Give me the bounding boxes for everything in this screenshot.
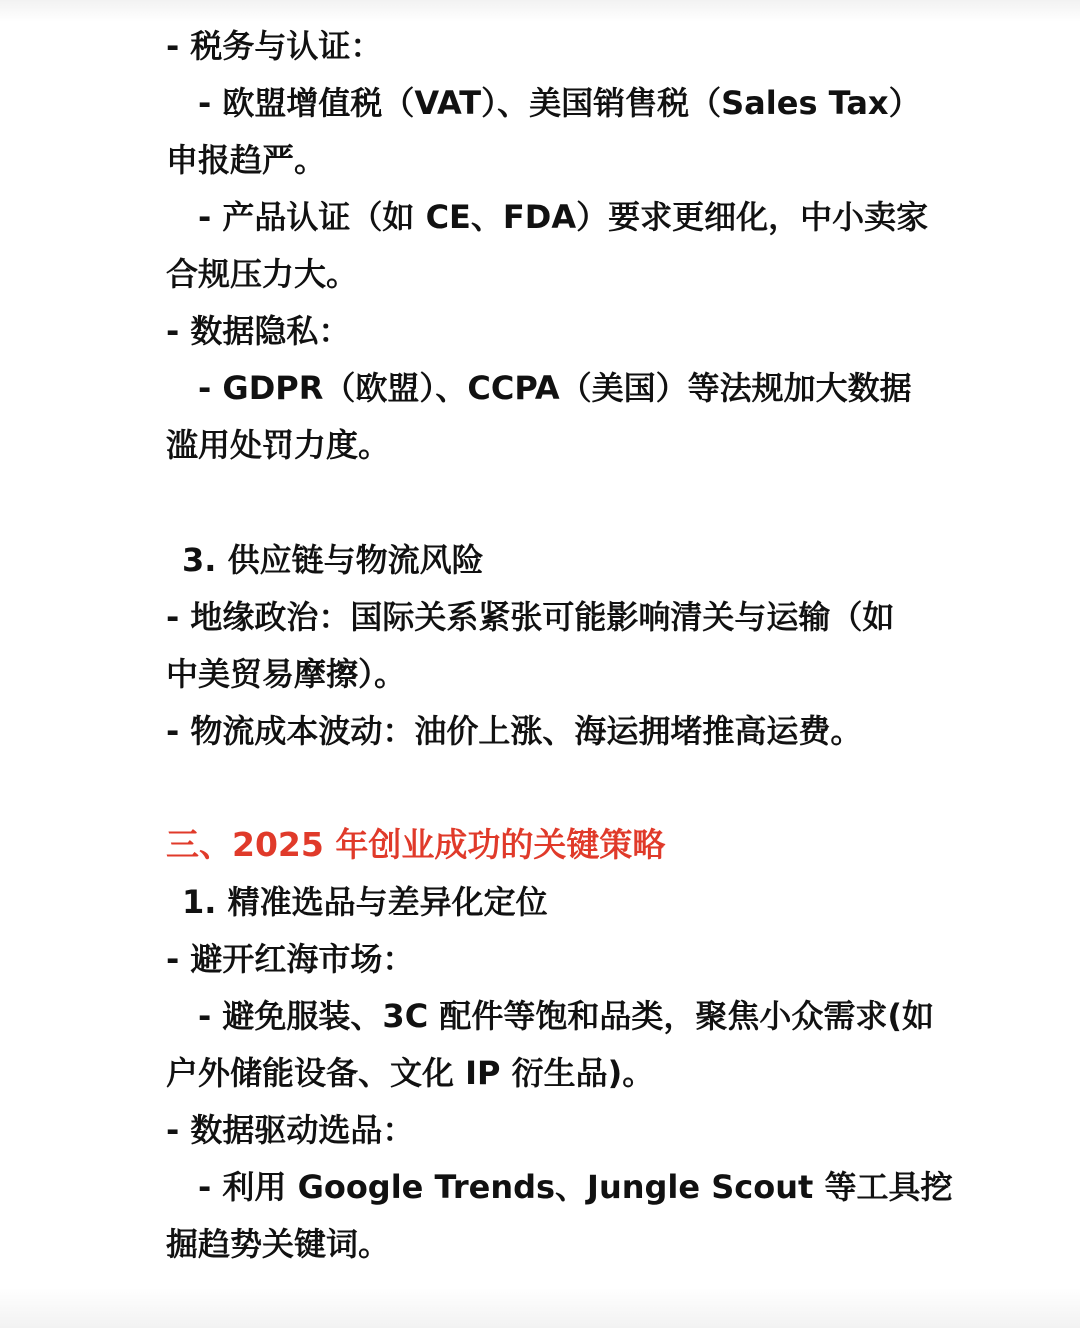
tax-label: - 税务与认证：: [166, 27, 383, 65]
tax-item-2-line-2: 合规压力大。: [166, 255, 359, 293]
geopolitics-line-2: 中美贸易摩擦）。: [166, 655, 407, 693]
avoid-item-line-2: 户外储能设备、文化 IP 衍生品)。: [166, 1054, 655, 1092]
logistics-cost-item: - 物流成本波动：油价上涨、海运拥堵推高运费。: [166, 712, 863, 750]
data-driven-item-line-1: - 利用 Google Trends、Jungle Scout 等工具挖: [198, 1168, 953, 1206]
top-edge-shadow: [0, 0, 1080, 22]
avoid-item-line-1: - 避免服装、3C 配件等饱和品类，聚焦小众需求(如: [198, 997, 934, 1035]
privacy-item-1-line-1: - GDPR（欧盟）、CCPA（美国）等法规加大数据: [198, 369, 912, 407]
privacy-item-1-line-2: 滥用处罚力度。: [166, 426, 391, 464]
geopolitics-line-1: - 地缘政治：国际关系紧张可能影响清关与运输（如: [166, 598, 895, 636]
bottom-edge-shadow: [0, 1288, 1080, 1328]
section-3-heading: 三、2025 年创业成功的关键策略: [166, 825, 666, 864]
supply-chain-title: 3. 供应链与物流风险: [182, 541, 484, 579]
data-driven-label: - 数据驱动选品：: [166, 1111, 415, 1149]
tax-item-1-line-2: 申报趋严。: [166, 141, 327, 179]
avoid-red-ocean-label: - 避开红海市场：: [166, 940, 415, 978]
tax-item-2-line-1: - 产品认证（如 CE、FDA）要求更细化，中小卖家: [198, 198, 929, 236]
data-driven-item-line-2: 掘趋势关键词。: [166, 1225, 391, 1263]
tax-item-1-line-1: - 欧盟增值税（VAT）、美国销售税（Sales Tax）: [198, 84, 921, 122]
privacy-label: - 数据隐私：: [166, 312, 351, 350]
strategy-1-title: 1. 精准选品与差异化定位: [182, 883, 548, 921]
